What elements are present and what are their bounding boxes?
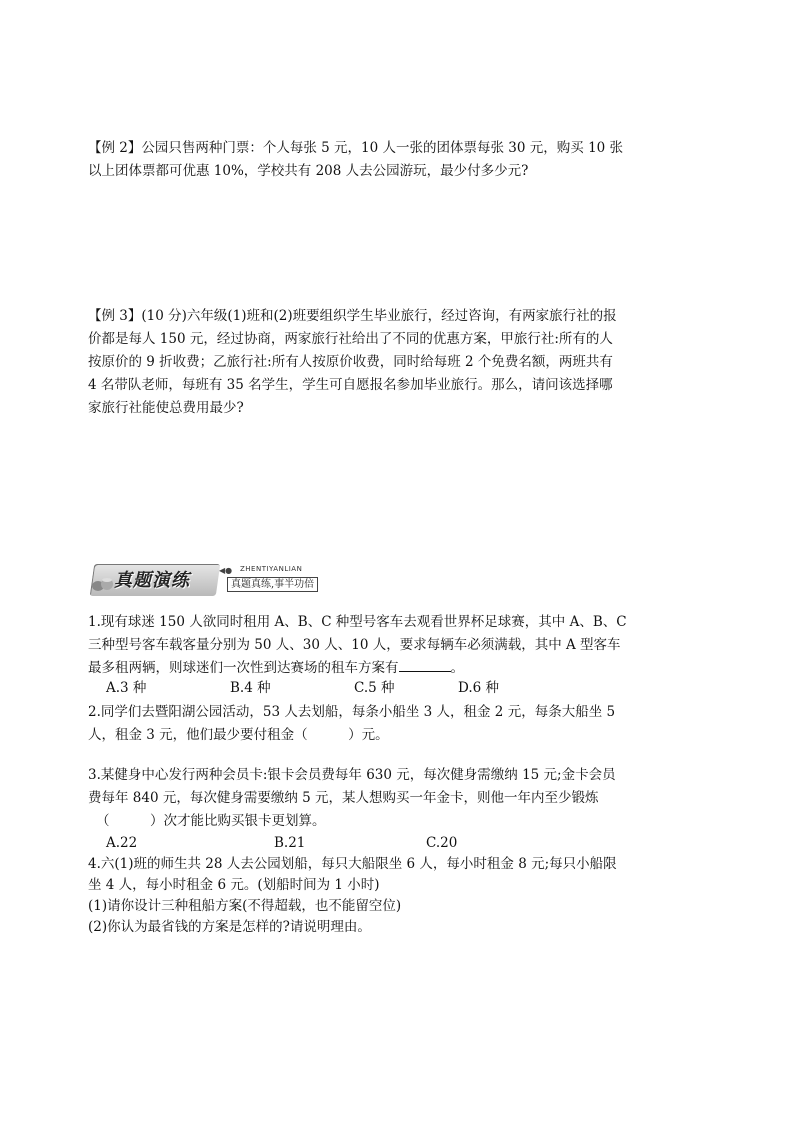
example-3-line-2: 价都是每人 150 元，经过协商，两家旅行社给出了不同的优惠方案，甲旅行社:所有的人 [88,331,613,347]
example-3-line-1: 【例 3】(10 分)六年级(1)班和(2)班要组织学生毕业旅行，经过咨询，有两家旅行社的报 [88,308,617,324]
section-banner [88,560,313,606]
banner-title: 真题演练 [114,570,190,591]
question-2 [88,701,708,747]
q4-line-1: 4.六(1)班的师生共 28 人去公园划船，每只大船限坐 6 人，每小时租金 8 元;每只小船限 [88,856,617,872]
q3-line-1: 3.某健身中心发行两种会员卡:银卡会员费每年 630 元，每次健身需缴纳 15 元;金卡会员 [88,767,616,783]
q1-option-d: D.6 种 [458,680,500,696]
example-2-line-1: 【例 2】公园只售两种门票：个人每张 5 元，10 人一张的团体票每张 30 元，购买 10 张 [88,140,624,156]
q2-line-2: 人，租金 3 元，他们最少要付租金（ ）元。 [88,727,389,743]
q2-line-1: 2.同学们去暨阳湖公园活动，53 人去划船，每条小船坐 3 人，租金 2 元，每条大船坐 5 [88,704,616,720]
q1-option-c: C.5 种 [354,680,395,696]
q3-option-a: A.22 [106,835,138,851]
cups-icon [90,572,116,594]
question-3 [88,764,708,833]
q1-line-3-text: 最多租两辆，则球迷们一次性到达赛场的租车方案有 [88,660,399,676]
q3-option-b: B.21 [274,835,306,851]
answer-blank[interactable] [399,657,451,672]
q3-line-3: （ ）次才能比购买银卡更划算。 [96,813,326,829]
q1-line-3-end: 。 [450,660,464,676]
q1-option-b: B.4 种 [230,680,271,696]
q1-line-2: 三种型号客车载客量分别为 50 人、30 人、10 人，要求每辆车必须满载，其中 A 型客车 [88,637,621,653]
q4-line-4: (2)你认为最省钱的方案是怎样的?请说明理由。 [88,919,371,935]
example-3-line-5: 家旅行社能使总费用最少? [88,400,244,416]
q1-line-1: 1.现有球迷 150 人欲同时租用 A、B、C 种型号客车去观看世界杯足球赛，其中 A、B、C [88,614,627,630]
banner-english: ZHENTIYANLIAN [240,565,303,573]
arrow-icon: ◀● [219,566,233,575]
q4-line-2: 坐 4 人，每小时租金 6 元。(划船时间为 1 小时) [88,877,380,893]
question-1 [88,611,708,680]
example-3 [88,305,708,420]
banner-subtitle: 真题真练,事半功倍 [227,577,318,592]
example-3-line-4: 4 名带队老师，每班有 35 名学生，学生可自愿报名参加毕业旅行。那么，请问该选择哪 [88,377,613,393]
q1-line-3 [88,657,708,680]
q3-line-2: 费每年 840 元，每次健身需要缴纳 5 元，某人想购买一年金卡，则他一年内至少锻炼 [88,790,599,806]
q1-option-a: A.3 种 [106,680,147,696]
example-2 [88,137,708,183]
q4-line-3: (1)请你设计三种租船方案(不得超载，也不能留空位) [88,898,402,914]
example-2-line-2: 以上团体票都可优惠 10%，学校共有 208 人去公园游玩，最少付多少元? [88,163,529,179]
example-3-line-3: 按原价的 9 折收费；乙旅行社:所有人按原价收费，同时给每班 2 个免费名额，两班共有 [88,354,613,370]
question-4 [88,854,708,938]
q3-option-c: C.20 [426,835,458,851]
